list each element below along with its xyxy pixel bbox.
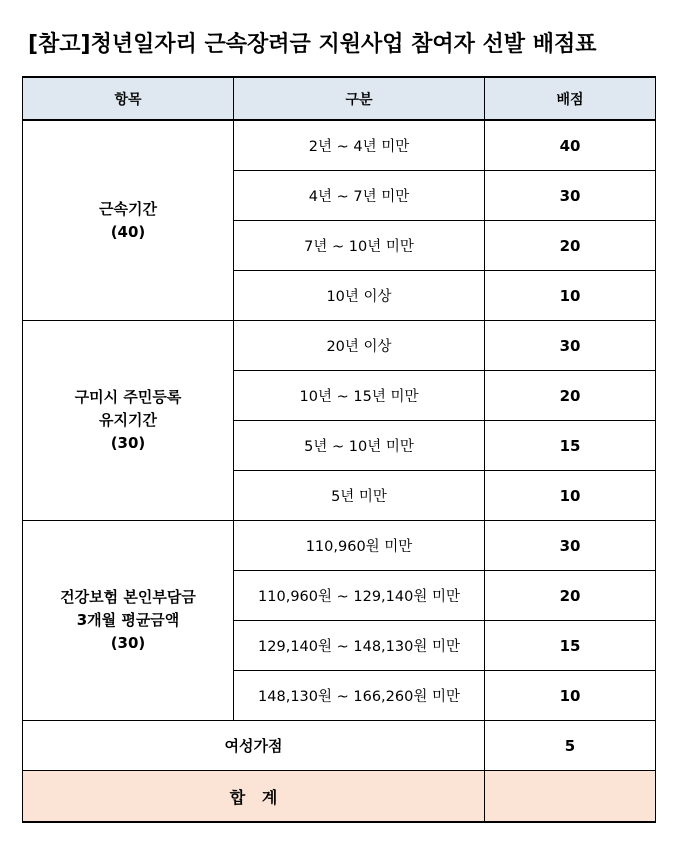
score-cell: 10 [485,471,656,521]
range-cell: 110,960원 ~ 129,140원 미만 [234,571,485,621]
score-cell: 10 [485,671,656,721]
range-cell: 10년 ~ 15년 미만 [234,371,485,421]
female-bonus-label: 여성가점 [23,721,485,771]
group-label-line: (30) [110,634,146,652]
table-row [23,321,656,371]
total-label-text: 합 계 [229,787,278,807]
female-bonus-score: 5 [485,721,656,771]
group-label-insurance [23,521,234,721]
group-label-tenure [23,120,234,321]
total-row [23,771,656,823]
female-bonus-row [23,721,656,771]
total-score [485,771,656,823]
range-cell: 5년 미만 [234,471,485,521]
score-cell: 20 [485,221,656,271]
range-cell: 7년 ~ 10년 미만 [234,221,485,271]
range-cell: 110,960원 미만 [234,521,485,571]
header-score: 배점 [485,77,656,120]
score-cell: 15 [485,421,656,471]
range-cell: 10년 이상 [234,271,485,321]
group-label-line: (40) [110,222,146,241]
header-category: 구분 [234,77,485,120]
range-cell: 129,140원 ~ 148,130원 미만 [234,621,485,671]
table-header-row [23,77,656,120]
group-label-residency [23,321,234,521]
group-label-line: 건강보험 본인부담금 [60,588,196,606]
score-cell: 30 [485,521,656,571]
score-cell: 20 [485,371,656,421]
range-cell: 2년 ~ 4년 미만 [234,120,485,171]
table-row [23,120,656,171]
page-title: [참고]청년일자리 근속장려금 지원사업 참여자 선발 배점표 [28,32,597,57]
table-row [23,521,656,571]
score-cell: 20 [485,571,656,621]
header-item: 항목 [23,77,234,120]
range-cell: 20년 이상 [234,321,485,371]
group-label-line: 근속기간 [99,199,157,218]
score-cell: 30 [485,321,656,371]
score-cell: 15 [485,621,656,671]
range-cell: 4년 ~ 7년 미만 [234,171,485,221]
range-cell: 148,130원 ~ 166,260원 미만 [234,671,485,721]
group-label-line: 구미시 주민등록 [74,388,182,406]
group-label-line: (30) [110,434,146,452]
total-label [23,771,485,823]
score-cell: 10 [485,271,656,321]
score-cell: 30 [485,171,656,221]
group-label-line: 유지기간 [99,411,157,429]
range-cell: 5년 ~ 10년 미만 [234,421,485,471]
group-label-line: 3개월 평균금액 [76,611,180,629]
scoring-table [22,76,656,823]
score-cell: 40 [485,120,656,171]
